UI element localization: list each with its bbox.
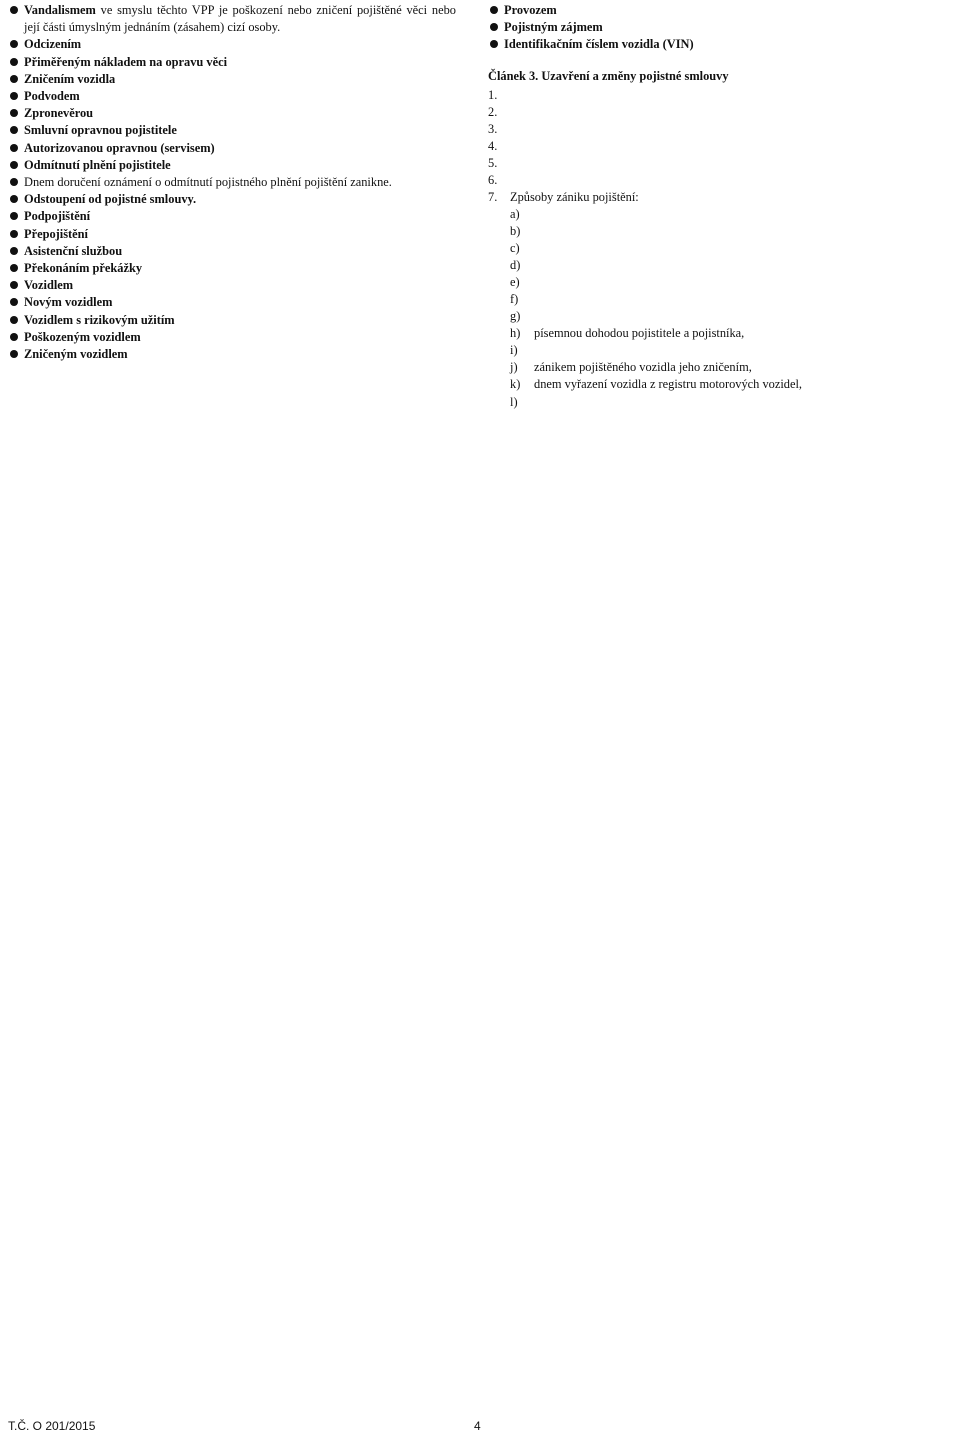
lettered-clause bbox=[488, 308, 952, 325]
clause-text bbox=[510, 87, 952, 104]
bullet-icon bbox=[10, 144, 18, 152]
definition-item bbox=[8, 312, 456, 329]
definition-item bbox=[8, 226, 456, 243]
clause-letter: b) bbox=[510, 224, 521, 239]
clause-text bbox=[510, 104, 952, 121]
definition-item bbox=[8, 174, 456, 191]
lettered-clause bbox=[488, 223, 952, 240]
lettered-clause bbox=[488, 376, 952, 393]
lettered-clause bbox=[488, 325, 952, 342]
right-column bbox=[488, 2, 952, 411]
numbered-clause bbox=[488, 189, 952, 206]
definition-term: Zničeným vozidlem bbox=[24, 347, 128, 362]
definition-term: Pojistným zájmem bbox=[504, 20, 603, 35]
definition-item bbox=[8, 243, 456, 260]
definition-item bbox=[488, 19, 952, 36]
bullet-icon bbox=[10, 6, 18, 14]
lettered-clause bbox=[488, 342, 952, 359]
lettered-clause bbox=[488, 240, 952, 257]
bullet-icon bbox=[10, 247, 18, 255]
left-column bbox=[8, 2, 456, 363]
definition-term: Překonáním překážky bbox=[24, 261, 143, 276]
clause-text bbox=[534, 257, 952, 274]
numbered-clause bbox=[488, 138, 952, 155]
clause-text bbox=[510, 155, 952, 172]
definition-item bbox=[8, 2, 456, 36]
clause-letter: c) bbox=[510, 241, 520, 256]
definition-term: Smluvní opravnou pojistitele bbox=[24, 123, 177, 138]
definition-term: Poškozeným vozidlem bbox=[24, 329, 141, 344]
clause-number: 1. bbox=[488, 87, 498, 102]
clause-letter: k) bbox=[510, 377, 521, 392]
definition-item bbox=[8, 122, 456, 139]
clause-text bbox=[534, 240, 952, 257]
clause-letter: i) bbox=[510, 343, 518, 358]
definition-term: Vozidlem bbox=[24, 278, 74, 293]
definition-term: Provozem bbox=[504, 3, 557, 17]
clause-text: zánikem pojištěného vozidla jeho zničením, bbox=[534, 360, 752, 375]
bullet-icon bbox=[10, 333, 18, 341]
definition-term: Asistenční službou bbox=[24, 243, 123, 258]
clause-number: 6. bbox=[488, 172, 498, 187]
definition-item bbox=[8, 157, 456, 174]
definition-item bbox=[8, 294, 456, 311]
definition-term: Vandalismem bbox=[24, 3, 96, 17]
bullet-icon bbox=[490, 40, 498, 48]
clause-letter: h) bbox=[510, 326, 521, 341]
clause-number: 5. bbox=[488, 155, 498, 170]
clause-text bbox=[534, 274, 952, 291]
definition-item bbox=[8, 88, 456, 105]
definition-item bbox=[8, 54, 456, 71]
definition-item bbox=[488, 36, 952, 53]
clause-letter: e) bbox=[510, 275, 520, 290]
bullet-icon bbox=[10, 58, 18, 66]
clause-number: 7. bbox=[488, 189, 498, 204]
lettered-clause bbox=[488, 291, 952, 308]
numbered-clause bbox=[488, 121, 952, 138]
clause-text bbox=[534, 308, 952, 325]
lettered-clause bbox=[488, 394, 952, 411]
bullet-icon bbox=[10, 75, 18, 83]
lettered-clause bbox=[488, 274, 952, 291]
definition-item bbox=[8, 71, 456, 88]
definition-item bbox=[8, 346, 456, 363]
bullet-icon bbox=[10, 350, 18, 358]
clause-letter: l) bbox=[510, 394, 518, 409]
clause-text bbox=[534, 291, 952, 308]
clause-number: 3. bbox=[488, 121, 498, 136]
bullet-icon bbox=[10, 212, 18, 220]
definition-term: Autorizovanou opravnou (servisem) bbox=[24, 140, 215, 155]
definition-item bbox=[8, 105, 456, 122]
bullet-icon bbox=[10, 109, 18, 117]
clause-text bbox=[534, 223, 952, 240]
definition-term: Odcizením bbox=[24, 37, 82, 52]
definition-item bbox=[8, 36, 456, 53]
definition-term: Odmítnutí plnění pojistitele bbox=[24, 157, 171, 172]
clause-text bbox=[510, 172, 952, 189]
clause-text bbox=[510, 121, 952, 138]
bullet-icon bbox=[10, 281, 18, 289]
page-number: 4 bbox=[474, 1419, 481, 1433]
clause-text bbox=[534, 342, 952, 359]
bullet-icon bbox=[10, 298, 18, 306]
definition-item bbox=[488, 2, 952, 19]
definition-term: Novým vozidlem bbox=[24, 295, 113, 310]
definition-item bbox=[8, 329, 456, 346]
clause-text bbox=[534, 206, 952, 223]
definition-term: Zpronevěrou bbox=[24, 106, 94, 121]
definition-term: Vozidlem s rizikovým užitím bbox=[24, 312, 175, 327]
clause-number: 2. bbox=[488, 104, 498, 119]
numbered-clause bbox=[488, 155, 952, 172]
bullet-icon bbox=[10, 195, 18, 203]
lettered-clause bbox=[488, 359, 952, 376]
numbered-clause bbox=[488, 104, 952, 121]
clause-letter: a) bbox=[510, 207, 520, 222]
bullet-icon bbox=[10, 161, 18, 169]
clause-number: 4. bbox=[488, 138, 498, 153]
definition-term: Přepojištění bbox=[24, 226, 89, 241]
clause-text bbox=[510, 138, 952, 155]
numbered-clause bbox=[488, 87, 952, 104]
lettered-clause bbox=[488, 206, 952, 223]
page-footer bbox=[0, 1418, 960, 1434]
definition-item bbox=[8, 191, 456, 208]
bullet-icon bbox=[10, 264, 18, 272]
document-code: T.Č. O 201/2015 bbox=[8, 1419, 96, 1433]
definition-term: Podvodem bbox=[24, 89, 80, 104]
clause-text: dnem vyřazení vozidla z registru motorových vozidel, bbox=[534, 377, 803, 392]
definition-term: Odstoupení od pojistné smlouvy. bbox=[24, 192, 197, 207]
clause-letter: j) bbox=[510, 360, 518, 375]
definition-text: Dnem doručení oznámení o odmítnutí pojistného plnění pojištění zanikne. bbox=[24, 175, 392, 190]
clause-text: písemnou dohodou pojistitele a pojistníka, bbox=[534, 326, 745, 341]
definition-term: Podpojištění bbox=[24, 209, 91, 224]
bullet-icon bbox=[10, 230, 18, 238]
clause-text: Způsoby zániku pojištění: bbox=[510, 189, 639, 204]
definition-term: Přiměřeným nákladem na opravu věci bbox=[24, 54, 228, 69]
definition-item bbox=[8, 208, 456, 225]
definition-item bbox=[8, 140, 456, 157]
numbered-clause bbox=[488, 172, 952, 189]
definition-item bbox=[8, 260, 456, 277]
article-heading: Článek 3. Uzavření a změny pojistné smlouvy bbox=[488, 68, 729, 83]
definition-text: ve smyslu těchto VPP je poškození nebo zničení pojištěné věci nebo její části úmyslným jednáním (zásahem) cizí osoby. bbox=[24, 3, 456, 35]
bullet-icon bbox=[490, 6, 498, 14]
bullet-icon bbox=[490, 23, 498, 31]
clause-text bbox=[534, 394, 952, 411]
definition-item bbox=[8, 277, 456, 294]
bullet-icon bbox=[10, 316, 18, 324]
bullet-icon bbox=[10, 40, 18, 48]
bullet-icon bbox=[10, 92, 18, 100]
clause-letter: d) bbox=[510, 258, 521, 273]
clause-letter: f) bbox=[510, 292, 519, 307]
definition-term: Zničením vozidla bbox=[24, 71, 116, 86]
clause-letter: g) bbox=[510, 309, 521, 324]
lettered-clause bbox=[488, 257, 952, 274]
definition-term: Identifikačním číslem vozidla (VIN) bbox=[504, 37, 694, 52]
bullet-icon bbox=[10, 178, 18, 186]
bullet-icon bbox=[10, 126, 18, 134]
